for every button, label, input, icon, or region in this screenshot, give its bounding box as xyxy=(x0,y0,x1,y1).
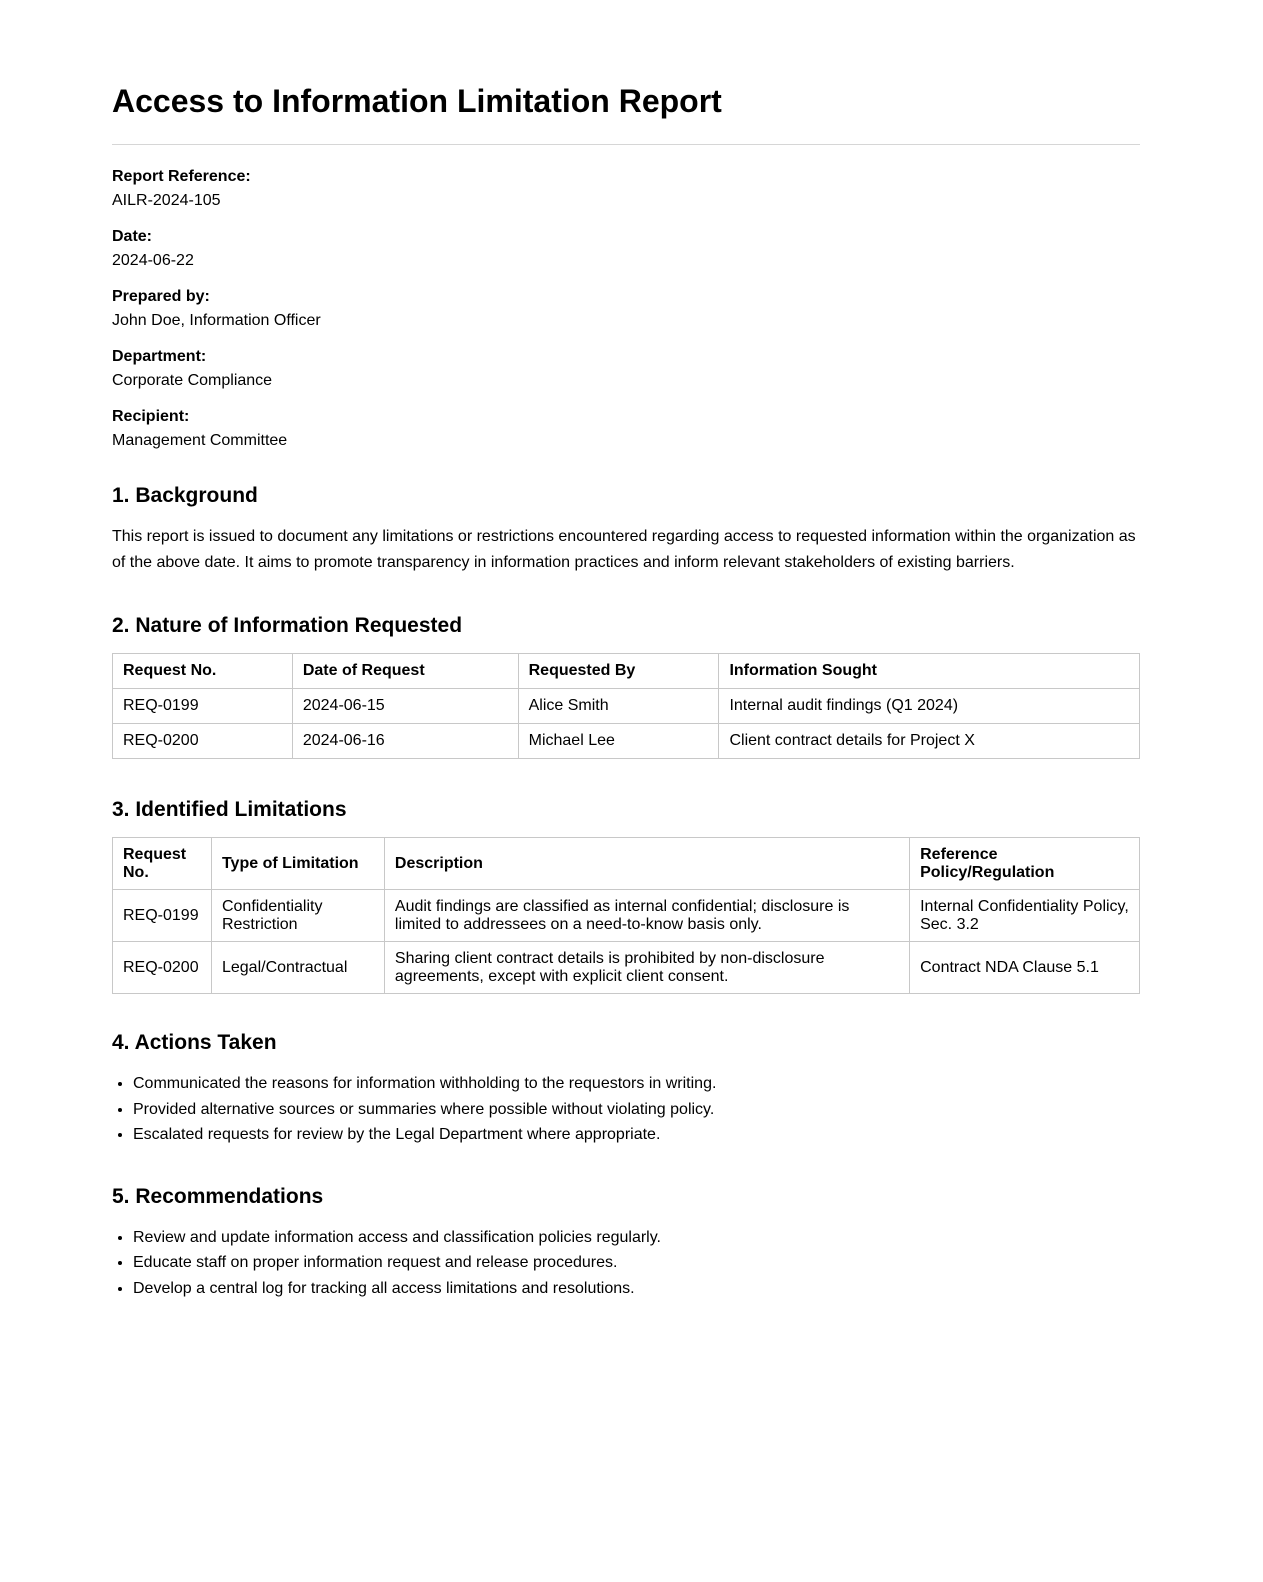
requests-table xyxy=(112,653,1140,759)
table-row xyxy=(113,890,1140,942)
report-title: Access to Information Limitation Report xyxy=(112,82,1140,145)
table-cell: Client contract details for Project X xyxy=(719,724,1140,759)
section-heading: 5. Recommendations xyxy=(112,1184,324,1208)
table-header-row xyxy=(113,654,1140,689)
meta-label: Prepared by: xyxy=(112,288,210,305)
section-identified-limitations xyxy=(112,797,1140,994)
meta-label: Report Reference: xyxy=(112,168,251,185)
section-recommendations xyxy=(112,1184,1140,1302)
meta-value: Corporate Compliance xyxy=(112,372,273,389)
table-row xyxy=(113,942,1140,994)
meta-value: John Doe, Information Officer xyxy=(112,312,321,329)
table-cell: 2024-06-16 xyxy=(292,724,518,759)
table-cell: Internal Confidentiality Policy, Sec. 3.2 xyxy=(910,890,1140,942)
table-cell: REQ-0199 xyxy=(113,890,212,942)
list-item: • Escalated requests for review by the Legal Department where appropriate. xyxy=(133,1122,1140,1148)
recommendations-list xyxy=(112,1225,1140,1302)
column-header: Information Sought xyxy=(719,654,1140,689)
meta-label: Date: xyxy=(112,228,153,245)
table-cell: Contract NDA Clause 5.1 xyxy=(910,942,1140,994)
column-header: Request No. xyxy=(113,838,212,890)
meta-label: Department: xyxy=(112,348,207,365)
table-cell: Internal audit findings (Q1 2024) xyxy=(719,689,1140,724)
meta-department xyxy=(112,347,1140,391)
table-cell: 2024-06-15 xyxy=(292,689,518,724)
column-header: Requested By xyxy=(518,654,719,689)
meta-value: Management Committee xyxy=(112,432,288,449)
meta-value: 2024-06-22 xyxy=(112,252,194,269)
table-cell: Sharing client contract details is prohibited by non-disclosure agreements, except with explicit client consent. xyxy=(384,942,909,994)
limitations-table xyxy=(112,837,1140,994)
list-item: • Educate staff on proper information request and release procedures. xyxy=(133,1250,1140,1276)
section-background xyxy=(112,483,1140,575)
actions-list xyxy=(112,1071,1140,1148)
table-header-row xyxy=(113,838,1140,890)
meta-prepared-by xyxy=(112,287,1140,331)
list-item: • Communicated the reasons for information withholding to the requestors in writing. xyxy=(133,1071,1140,1097)
report-page xyxy=(112,0,1140,1301)
section-heading: 2. Nature of Information Requested xyxy=(112,614,463,637)
table-cell: Audit findings are classified as internal confidential; disclosure is limited to addressees on a need-to-know basis only. xyxy=(384,890,909,942)
list-item: • Develop a central log for tracking all access limitations and resolutions. xyxy=(133,1276,1140,1302)
table-row xyxy=(113,724,1140,759)
meta-recipient xyxy=(112,407,1140,451)
table-cell: REQ-0200 xyxy=(113,724,293,759)
table-cell: Alice Smith xyxy=(518,689,719,724)
background-paragraph: This report is issued to document any limitations or restrictions encountered regarding access to requested information within the organization as of the above date. It aims to promote transparency in information practices and inform relevant stakeholders of existing barriers. xyxy=(112,528,1136,571)
meta-label: Recipient: xyxy=(112,408,190,425)
column-header: Type of Limitation xyxy=(211,838,384,890)
meta-date xyxy=(112,227,1140,271)
column-header: Date of Request xyxy=(292,654,518,689)
table-cell: REQ-0200 xyxy=(113,942,212,994)
column-header: Reference Policy/Regulation xyxy=(910,838,1140,890)
section-actions-taken xyxy=(112,1030,1140,1148)
section-heading: 1. Background xyxy=(112,484,258,507)
table-cell: Confidentiality Restriction xyxy=(211,890,384,942)
table-cell: REQ-0199 xyxy=(113,689,293,724)
list-item: • Provided alternative sources or summaries where possible without violating policy. xyxy=(133,1097,1140,1123)
column-header: Description xyxy=(384,838,909,890)
table-row xyxy=(113,689,1140,724)
list-item: • Review and update information access and classification policies regularly. xyxy=(133,1225,1140,1251)
report-metadata xyxy=(112,167,1140,451)
table-cell: Legal/Contractual xyxy=(211,942,384,994)
section-heading: 3. Identified Limitations xyxy=(112,798,347,821)
meta-value: AILR-2024-105 xyxy=(112,192,221,209)
section-nature-of-information xyxy=(112,613,1140,759)
column-header: Request No. xyxy=(113,654,293,689)
section-heading: 4. Actions Taken xyxy=(112,1031,277,1054)
table-cell: Michael Lee xyxy=(518,724,719,759)
meta-report-reference xyxy=(112,167,1140,211)
